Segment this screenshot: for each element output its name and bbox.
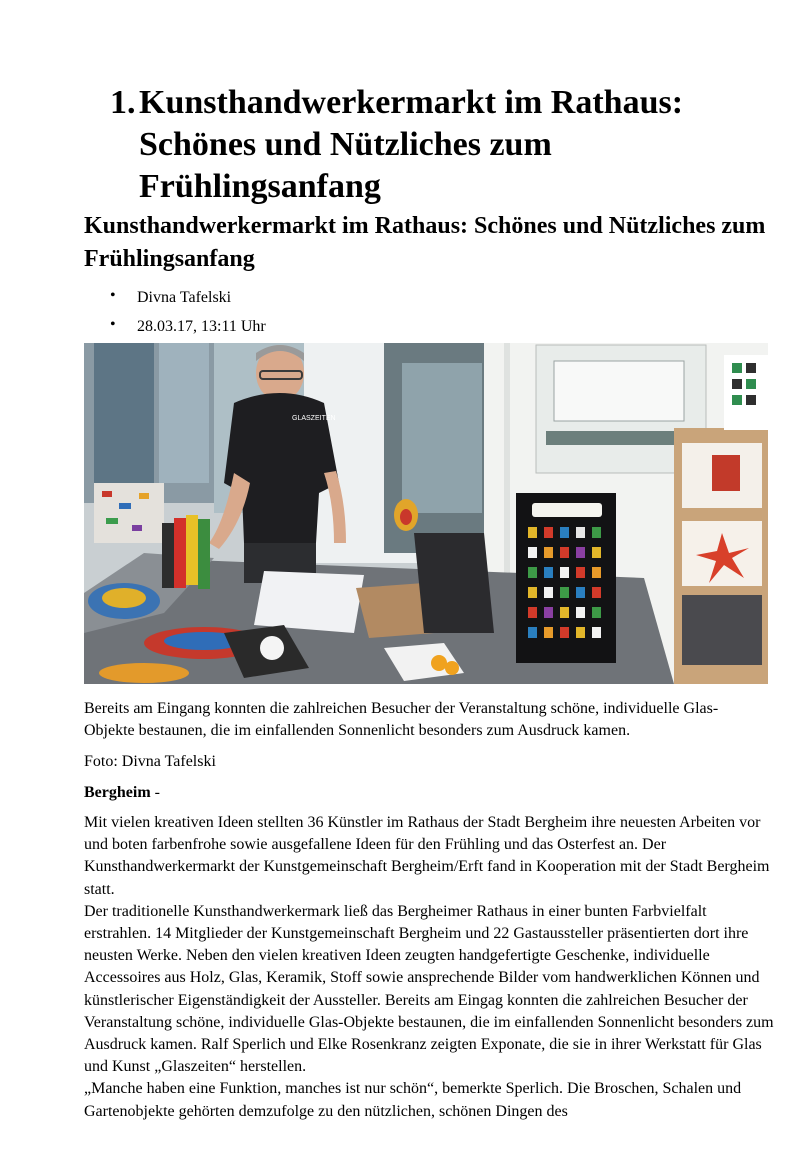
market-stand-photo <box>84 343 768 684</box>
photo-credit: Foto: Divna Tafelski <box>84 753 216 770</box>
article-body <box>84 812 774 1123</box>
body-paragraph: Der traditionelle Kunsthandwerkermark ließ das Bergheimer Rathaus in einer bunten Farbvielfalt erstrahlen. 14 Mitglieder der Kunstgemeinschaft Bergheim und 22 Gastaussteller präsentierten dort ihre neusten Werke. Neben den vielen kreativen Ideen zeugten handgefertigte Geschenke, individuelle Accessoires aus Holz, Glas, Keramik, Stoff sowie ansprechende Bilder vom handwerklichen Können und künstlerischer Eigenständigkeit der Aussteller. Bereits am Eingag konnten die zahlreichen Besucher der Veranstaltung schöne, individuelle Glas-Objekte bestaunen, die im einfallenden Sonnenlicht besonders zum Ausdruck kamen. Ralf Sperlich und Elke Rosenkranz zeigten Exponate, die sie in ihrer Werkstatt für Glas und Kunst „Glaszeiten“ herstellen. <box>84 902 774 1076</box>
dateline-separator: - <box>150 784 160 801</box>
article-heading <box>110 82 750 208</box>
meta-date-item <box>110 312 266 341</box>
bullet-icon: • <box>110 316 116 333</box>
dateline <box>84 782 160 804</box>
dateline-place: Bergheim <box>84 784 151 801</box>
article-photo <box>84 343 768 684</box>
article-subheading: Kunsthandwerkermarkt im Rathaus: Schönes und Nützliches zum Frühlingsanfang <box>84 213 766 272</box>
body-paragraph: „Manche haben eine Funktion, manches ist nur schön“, bemerkte Sperlich. Die Broschen, Schalen und Gartenobjekte gehörten demzufolge zu den nützlichen, schönen Dingen des <box>84 1080 742 1120</box>
article-meta <box>110 283 266 341</box>
photo-caption: Bereits am Eingang konnten die zahlreichen Besucher der Veranstaltung schöne, individuelle Glas-Objekte bestaunen, die im einfallenden Sonnenlicht besonders zum Ausdruck kamen. <box>84 700 719 739</box>
publish-date: 28.03.17, 13:11 Uhr <box>137 318 266 335</box>
body-paragraph: Mit vielen kreativen Ideen stellten 36 Künstler im Rathaus der Stadt Bergheim ihre neuesten Arbeiten vor und boten farbenfrohe sowie ausgefallene Ideen für den Frühling und das Osterfest an. Der Kunsthandwerkermarkt der Kunstgemeinschaft Bergheim/Erft fand in Kooperation mit der Stadt Bergheim statt. <box>84 814 770 898</box>
meta-author-item <box>110 283 266 312</box>
heading-text: Kunsthandwerkermarkt im Rathaus: Schönes und Nützliches zum Frühlingsanfang <box>139 84 684 205</box>
heading-number: 1. <box>110 84 136 121</box>
bullet-icon: • <box>110 287 116 304</box>
shirt-logo-text: GLASZEITEN <box>292 415 336 422</box>
author-name: Divna Tafelski <box>137 289 232 306</box>
